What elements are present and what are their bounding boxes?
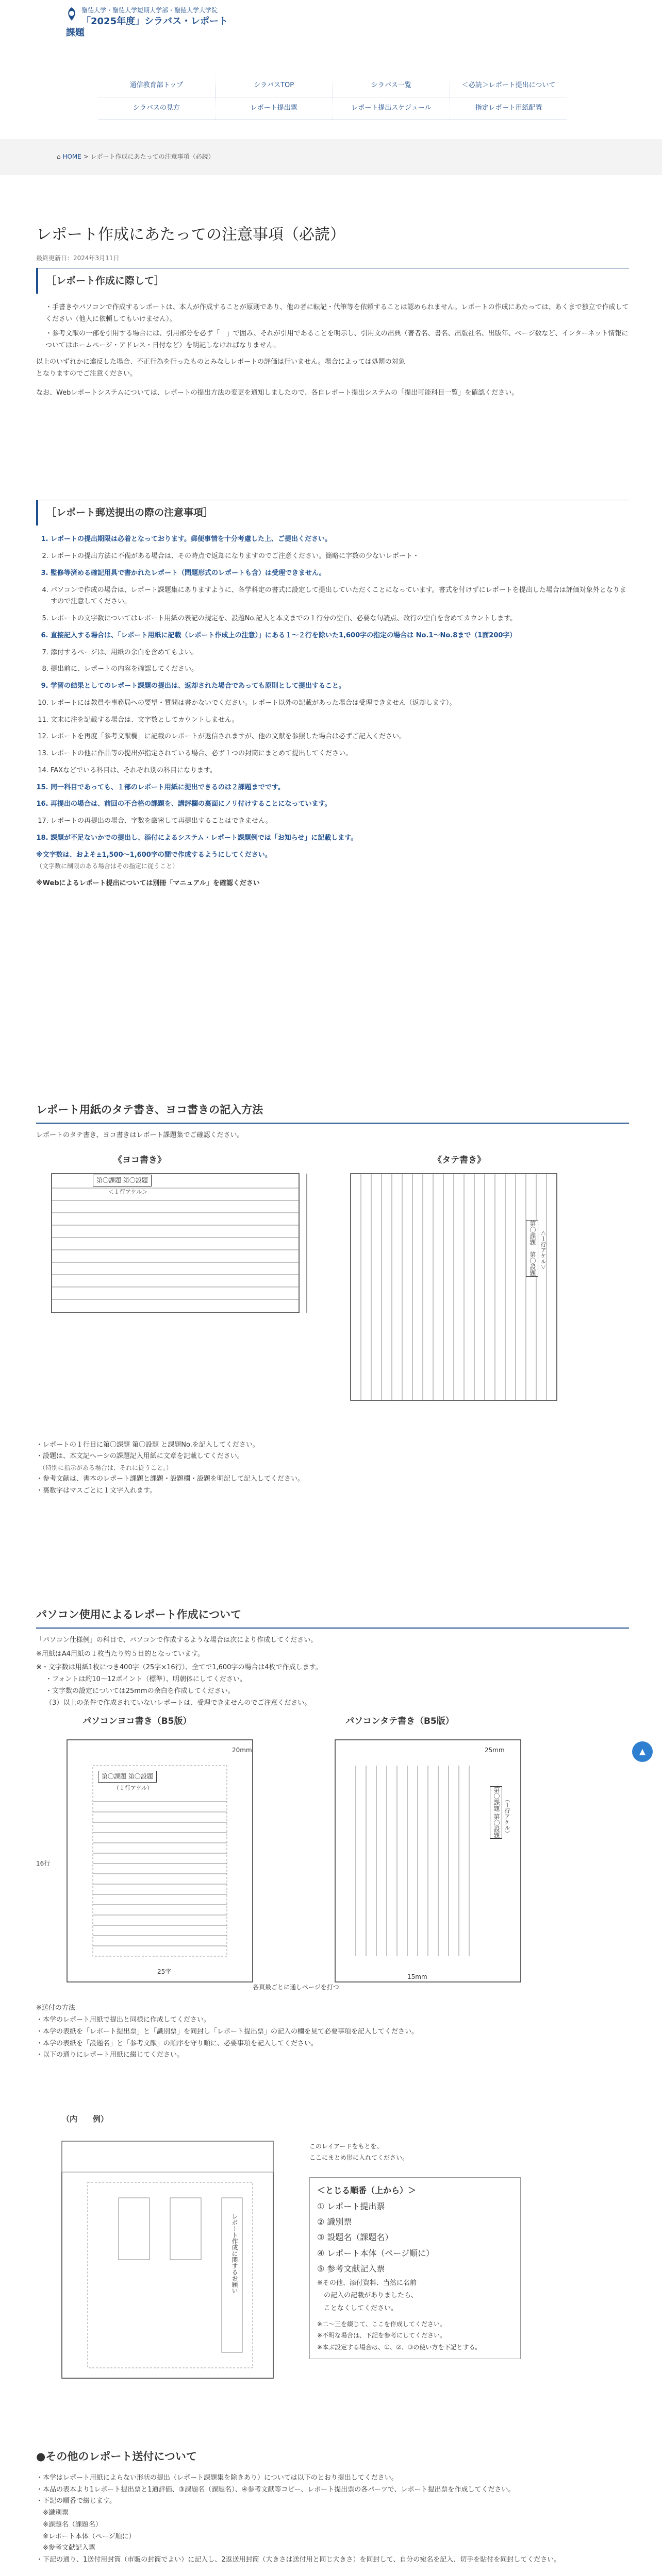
figure-text: レポート作成に関するお願い	[231, 2213, 238, 2294]
nav-submission-form[interactable]: レポート提出票	[216, 97, 333, 120]
list-item: 7. 添付するページは、用紙の余白を含めてもよい。	[51, 647, 629, 659]
figure-text: ＜１行アケル＞	[540, 1230, 547, 1270]
figure-note: 各頁最ごとに通しページを打つ	[253, 1984, 339, 1991]
list-item: ※識別票	[36, 2509, 69, 2517]
list-item: ・参考文献の一部を引用する場合には、引用部分を必ず「 」で囲み、それが引用であることを明示し、引用文の出典（著者名、書名、出版社名、出版年、ページ数など、インターネット情報についてはホームページ・アドレス・日付など）を明記しなければなりません。	[45, 329, 628, 349]
paragraph: ※用紙はA4用紙の１枚当たり約５目的となっています。	[36, 1650, 205, 1658]
nav-paper-download[interactable]: 指定レポート用紙配置	[475, 104, 542, 112]
figure-text: 第〇課題 第〇設題	[526, 1220, 538, 1277]
list-item: 17. レポートの再提出の場合、字数を厳密して再提出することはできません。	[51, 816, 629, 827]
figure-text: 第〇課題 第〇設題	[490, 1786, 502, 1839]
list-item: ・文字数の設定については25mmの余白を作成してください。	[45, 1687, 235, 1695]
binding-figure	[36, 2126, 629, 2394]
section-report-making	[36, 268, 629, 399]
nav-row	[98, 97, 567, 120]
figure-caption: ここにまとめ形に入れてください。	[309, 2154, 409, 2162]
figure-label: パソコンヨコ書き（B5版）	[82, 1716, 192, 1727]
dimension-label: 16行	[36, 1860, 51, 1868]
nav-top[interactable]: 通信教育部トップ	[98, 75, 216, 97]
nav-report-guide[interactable]: ＜必読＞レポート提出について	[461, 81, 556, 89]
list-item: ・本品の表本より1レポート提出票と1通評価、③課題名（課題名）、④参考文献等コピー、レポート提出票の各パーツで、レポート提出票を作成してください。	[36, 2485, 515, 2494]
list-item: ※課題名（課題名）	[36, 2520, 102, 2529]
note: （文字数に制限のある場合はその指定に従うこと）	[36, 862, 179, 870]
figure-label: 《ヨコ書き》	[113, 1155, 166, 1165]
order-item: ④ レポート本体（ページ順に）	[317, 2248, 435, 2258]
dimension-label: 15mm	[407, 1973, 427, 1981]
list-item: ・手書きやパソコンで作成するレポートは、本人が作成することが原則であり、他の者に転記・代筆等を依頼することは認められません。レポートの作成にあたっては、あくまで独立で作成してください（他人に依頼してもいけません）。	[45, 303, 629, 323]
section-mail-submission	[36, 500, 629, 890]
note: ・レポートの１行目に第〇課題 第〇設題 と課題No.を記入してください。	[36, 1440, 259, 1449]
note: ・設題は、本文記へーシの課題記入用紙に文章を記載してください。	[36, 1452, 244, 1461]
paragraph: ※・文字数は用紙1枚につき400字（25字×16行）、全てで1,600字の場合は4枚で作成します。	[36, 1664, 322, 1672]
paragraph: 「パソコン仕様例」の科目で、パソコンで作成するような場合は次により作成してください。	[36, 1636, 318, 1644]
list-item: 2. レポートの提出方法に不備がある場合は、その時点で返却になりますのでご注意ください。簡略に字数の少ないレポート・	[51, 551, 629, 563]
scroll-top-button[interactable]: ▲	[632, 1741, 653, 1762]
example-label: （内 例）	[62, 2114, 109, 2124]
section-pc-report	[36, 1602, 629, 2061]
list-item: ※レポート本体（ページ順に）	[36, 2532, 136, 2540]
list-item: 11. 文末に注を記載する場合は、文字数としてカウントしません。	[51, 715, 629, 726]
list-item: 15. 同一科目であっても、１部のレポート用紙に提出できるのは２課題までです。	[51, 782, 629, 794]
note: ※文字数は、およそ±1,500～1,600字の間で作成するようにしてください。	[36, 851, 272, 859]
list-item: 16. 再提出の場合は、前回の不合格の課題を、講評欄の裏面にノリ付けすることになっています。	[51, 799, 629, 810]
order-item: ① レポート提出票	[317, 2201, 385, 2211]
vertical-paper-diagram	[345, 1168, 562, 1416]
mail-rule-list	[36, 534, 629, 844]
page-title: レポート作成にあたっての注意事項（必読）	[36, 226, 345, 244]
breadcrumb-current: レポート作成にあたっての注意事項（必読）	[90, 153, 214, 160]
order-item: ⑤ 参考文献記入票	[317, 2264, 385, 2274]
list-item: 6. 直接記入する場合は、「レポート用紙に記載（レポート作成上の注意）」にある１～２行を除いた1,600字の指定の場合は No.1～No.8まで（1面200字）	[51, 630, 629, 642]
paper-figures	[36, 1148, 629, 1436]
section-title: レポート用紙のタテ書き、ヨコ書きの記入方法	[36, 1097, 629, 1124]
horizontal-paper-diagram	[46, 1168, 315, 1416]
section-other-submission	[36, 2447, 629, 2576]
binding-order-box	[309, 2177, 521, 2359]
paragraph: なお、Webレポートシステムについては、レポートの提出方法の変更を通知しましたので、各自レポート提出システムの「提出可能科目一覧」を確認ください。	[36, 388, 519, 397]
figure-text: （１行アケル）	[113, 1785, 153, 1792]
section-binding-example	[36, 2112, 629, 2394]
list-item: 5. レポートの文字数についてはレポート用紙の表記の規定を、設題No.記入と本文までの１行分の空白、必要な句読点、改行の空白を含めてカウントします。	[51, 613, 629, 625]
paragraph: 以上のいずれかに違反した場合、不正行為を行ったものとみなしレポートの評価は行いません。場合によっては処罰の対象	[36, 358, 405, 366]
section-title: パソコン使用によるレポート作成について	[36, 1602, 629, 1629]
send-list	[36, 2003, 629, 2061]
order-item: ③ 設題名（課題名）	[317, 2232, 393, 2243]
list-item: 4. パソコンで作成の場合は、レポート課題集にありますように、各学科定の書式に設定して提出していただくことになっています。書式を付けずにレポートを提出した場合は評価対象外となりますので注意してください。	[51, 585, 629, 608]
note: ・参考文献は、書本のレポート課題と課題・設題欄・設題を明記して記入してください。	[36, 1475, 305, 1483]
notes-list	[36, 1439, 629, 1497]
breadcrumb-home[interactable]: HOME	[62, 153, 81, 160]
breadcrumb-separator: >	[83, 153, 89, 160]
section-title: ［レポート郵送提出の際の注意事項］	[36, 500, 629, 526]
section-vertical-horizontal	[36, 1097, 629, 1497]
nav-schedule[interactable]: レポート提出スケジュール	[333, 97, 451, 120]
order-note: ※本ぶ設定する場合は、①、②、③の使い方を下記とする。	[317, 2344, 482, 2351]
pc-vertical-diagram	[325, 1735, 541, 1992]
list-item: （3）以上の条件で作成されていないレポートは、受理できませんのでご注意ください。	[45, 1699, 311, 1707]
list-item: ・本学の表紙を「設題名」と「参考文献」の順序を守り順に、必要事項を記入してください。	[36, 2039, 318, 2047]
nav-syllabus-top[interactable]: シラバスTOP	[216, 75, 333, 97]
list-item: 9. 学習の結果としてのレポート課題の提出は、返却された場合であっても原則として提出すること。	[51, 681, 629, 692]
dimension-label: 25mm	[485, 1747, 505, 1754]
list-item: ・下記の順番で綴じます。	[36, 2497, 116, 2505]
figure-label: パソコンタテ書き（B5版）	[345, 1716, 454, 1727]
breadcrumb	[57, 151, 214, 162]
note: ・裏数字はマスごとに１文字入れます。	[36, 1486, 156, 1495]
pc-horizontal-diagram	[57, 1735, 273, 1992]
note: ※送付の方法	[36, 2004, 75, 2012]
university-name: 聖徳大学・聖徳大学短期大学部・聖徳大学大学院	[81, 7, 218, 14]
paragraph: となりますのでご注意ください。	[36, 370, 137, 378]
logo-icon[interactable]	[64, 6, 79, 22]
figure-text: （１行アケル）	[504, 1797, 510, 1837]
list-item: ・本学はレポート用紙によらない形状の提出（レポート課題集を除きあり）については以下のとおり提出してください。	[36, 2473, 398, 2482]
list-item: ・本学のレポート用紙で提出と同様に作成してください。	[36, 2016, 211, 2024]
footnote: ※Webによるレポート提出については別冊「マニュアル」を確認ください	[36, 879, 260, 888]
figure-text: 第〇課題 第〇設題	[93, 1175, 152, 1187]
order-note: ことなくしてください。	[317, 2304, 398, 2312]
other-list	[36, 2472, 629, 2566]
site-title[interactable]: 「2025年度」シラバス・レポート	[81, 16, 228, 27]
figure-caption: このレイアードをもとを、	[309, 2143, 383, 2150]
updated-date: 最終更新日：2024年3月11日	[36, 254, 120, 262]
breadcrumb-bar	[0, 139, 662, 175]
global-nav	[98, 75, 567, 120]
pc-figures	[36, 1714, 629, 2003]
paragraph: レポートのタテ書き、ヨコ書きはレポート課題集でご確認ください。	[36, 1131, 244, 1139]
list-item: 18. 課題が不足ないかでの提出し、添付によるシステム・レポート課題例では「お知らせ」に記載します。	[51, 833, 629, 844]
nav-how-to-read[interactable]: シラバスの見方	[98, 97, 216, 120]
figure-text: 第〇課題 第〇設題	[98, 1771, 157, 1783]
dimension-label: 20mm	[232, 1747, 252, 1754]
section-title: ●その他のレポート送付について	[36, 2450, 197, 2463]
site-header	[0, 0, 662, 40]
order-item: ② 識別票	[317, 2217, 352, 2227]
order-note: の記入の記載がありましたら、	[317, 2292, 418, 2300]
rule-list	[36, 302, 629, 351]
list-item: 3. 監修等済める確記用具で書かれたレポート（問題形式のレポートも含）は受理できません。	[51, 568, 629, 580]
list-item: 12. レポートを再度「参考文献欄」に記載のレポートが返信されますが、他の文献を参照した場合は必ずご記入ください。	[51, 731, 629, 743]
list-item: 14. FAXなどでいる科目は、それぞれ別の科目になります。	[51, 765, 629, 777]
pc-rule-list	[36, 1674, 629, 1709]
order-note: ※二～三を綴じて、ここを作成してください。	[317, 2320, 446, 2328]
list-item: 13. レポートの他に作品等の提出が指定されている場合、必ず１つの封筒にまとめて提出してください。	[51, 748, 629, 760]
list-item: ・下記の通り、1送付用封筒（市販の封筒でよい）に記入し、2返送用封筒（大きさは送付用と同じ大きさ）を同封して、自分の宛名を記入、切手を貼付を同封してください。	[36, 2556, 561, 2564]
list-item: ・以下の通りにレポート用紙に綴じてください。	[36, 2051, 184, 2059]
section-title: ［レポート作成に際して］	[36, 268, 629, 294]
dimension-label: 25字	[157, 1968, 172, 1976]
list-item: ※参考文献記入票	[36, 2544, 95, 2552]
list-item: 10. レポートには教員や事務局への要望・質問は書かないでください。レポート以外の記載があった場合は受理できません（返却します）。	[51, 698, 629, 709]
nav-row	[98, 75, 567, 97]
page-header	[36, 222, 629, 264]
list-item: ・本学の表紙を「レポート提出票」と「識別票」を同封し「レポート提出票」の記入の欄を見て必要事項を記入してください。	[36, 2027, 419, 2036]
order-note: ※不明な場合は、下記を参考にしてください。	[317, 2332, 446, 2340]
site-subtitle: 課題	[66, 27, 85, 38]
order-title: ＜とじる順番（上から）＞	[317, 2185, 417, 2196]
order-note: ※その他、添付資料、当然に名前	[317, 2279, 417, 2287]
figure-label: 《タテ書き》	[433, 1155, 486, 1165]
figure-text: ＜１行アケル＞	[108, 1188, 148, 1195]
nav-syllabus-list[interactable]: シラバス一覧	[333, 75, 451, 97]
list-item: 1. レポートの提出期限は必着となっております。郵便事情を十分考慮した上、ご提出ください。	[51, 534, 629, 546]
list-item: ・フォントは約10～12ポイント（標準）、明朝体にしてください。	[45, 1675, 246, 1683]
home-icon[interactable]: ⌂	[57, 153, 61, 160]
note: （特別に指示がある場合は、それに従うこと。）	[36, 1464, 173, 1471]
list-item: 8. 提出前に、レポートの内容を確認してください。	[51, 664, 629, 675]
binding-diagram	[57, 2136, 289, 2383]
